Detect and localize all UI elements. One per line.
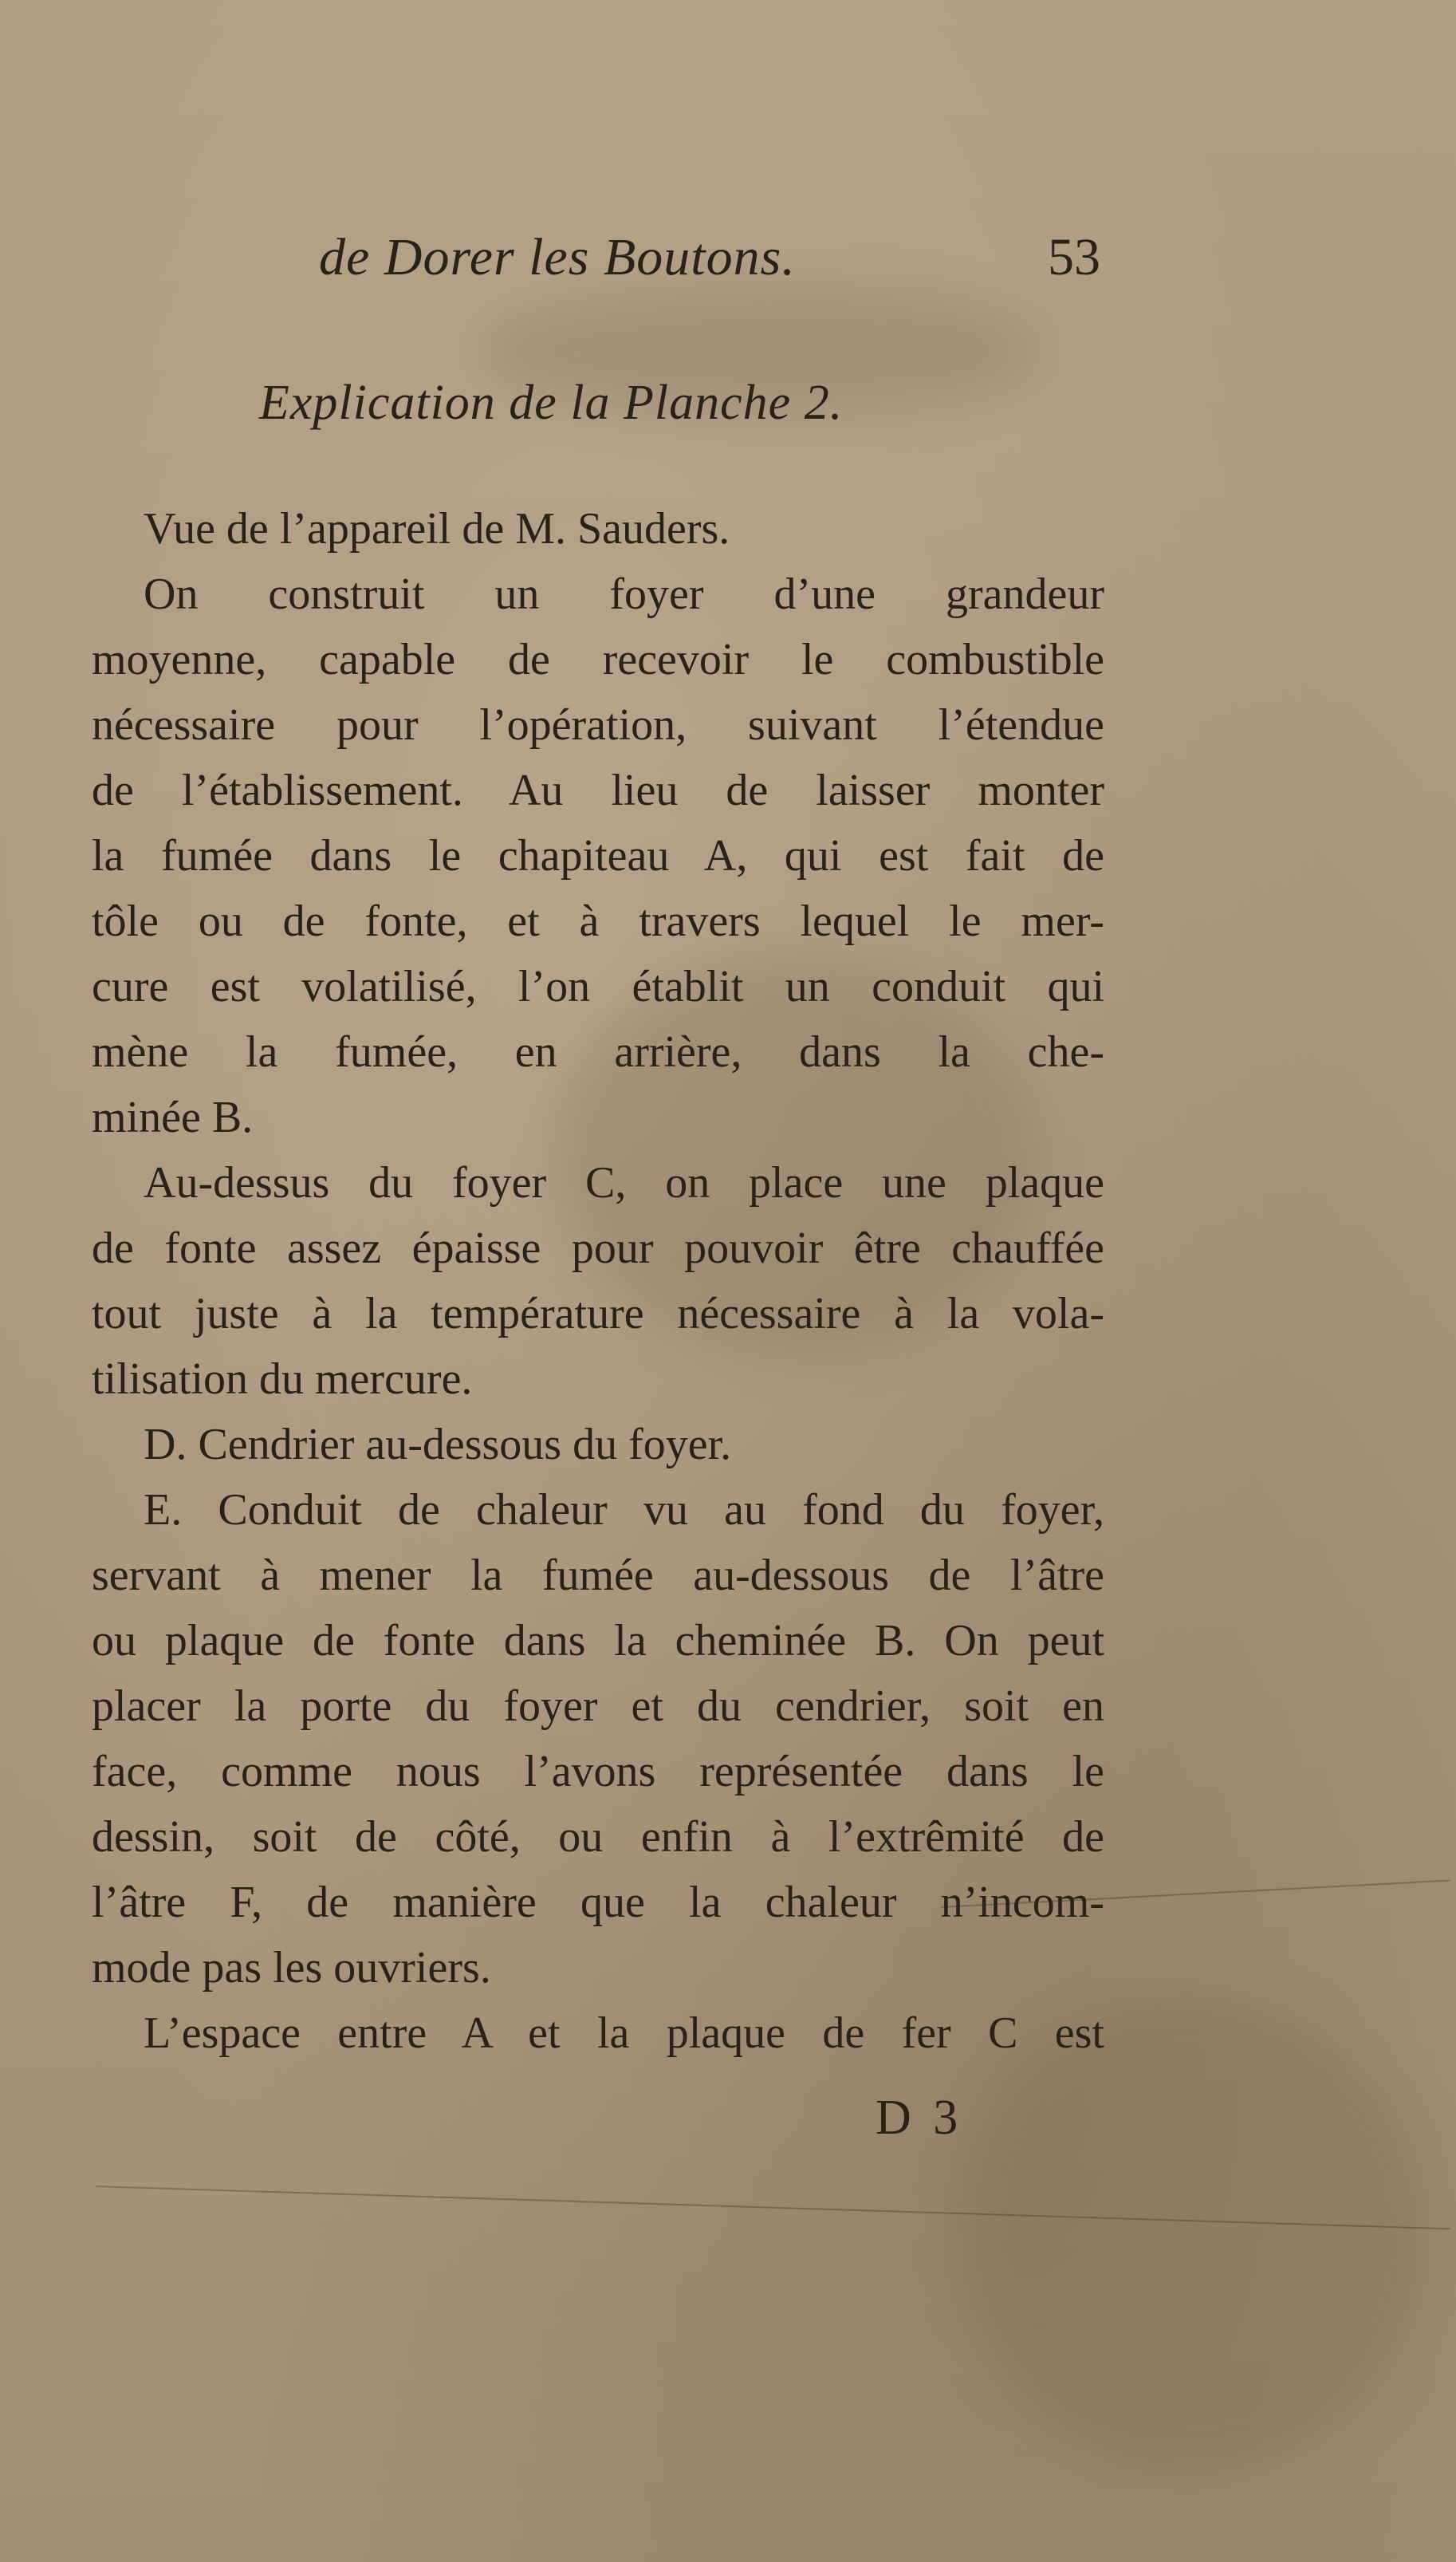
text-line: On construit un foyer d’une grandeur [144,570,1104,619]
text-line: l’âtre F, de manière que la chaleur n’incom- [92,1878,1104,1927]
text-line: D. Cendrier au-dessous du foyer. [144,1420,732,1469]
text-line: mène la fumée, en arrière, dans la che- [92,1027,1104,1077]
page-stain [957,1994,1435,2473]
text-line: nécessaire pour l’opération, suivant l’étendue [92,700,1104,750]
text-line: la fumée dans le chapiteau A, qui est fait de [92,831,1104,881]
signature-mark: D 3 [876,2091,963,2145]
text-line: tilisation du mercure. [92,1354,473,1404]
text-line: de l’établissement. Au lieu de laisser monter [92,766,1104,815]
text-line: E. Conduit de chaleur vu au fond du foyer, [144,1485,1104,1535]
text-line: dessin, soit de côté, ou enfin à l’extrêmité de [92,1812,1104,1862]
text-line: ou plaque de fonte dans la cheminée B. On peut [92,1616,1104,1665]
running-title: de Dorer les Boutons. [319,228,796,286]
text-line: cure est volatilisé, l’on établit un conduit qui [92,962,1104,1011]
text-line: L’espace entre A et la plaque de fer C est [144,2008,1104,2058]
text-line: placer la porte du foyer et du cendrier, soit en [92,1681,1104,1731]
text-line: tôle ou de fonte, et à travers lequel le mer- [92,897,1104,946]
text-line: Vue de l’appareil de M. Sauders. [144,504,730,554]
text-line: de fonte assez épaisse pour pouvoir être chauffée [92,1224,1104,1273]
text-line: servant à mener la fumée au-dessous de l’âtre [92,1551,1104,1600]
text-line: moyenne, capable de recevoir le combustible [92,635,1104,684]
section-title: Explication de la Planche 2. [259,376,844,430]
text-line: minée B. [92,1093,254,1142]
text-line: Au-dessus du foyer C, on place une plaque [144,1158,1104,1208]
page-number: 53 [1048,228,1100,286]
running-header [319,227,1100,291]
text-line: face, comme nous l’avons représentée dans le [92,1747,1104,1796]
body-text [92,496,1104,2066]
text-line: tout juste à la température nécessaire à la vola- [92,1289,1104,1338]
text-line: mode pas les ouvriers. [92,1943,491,1992]
